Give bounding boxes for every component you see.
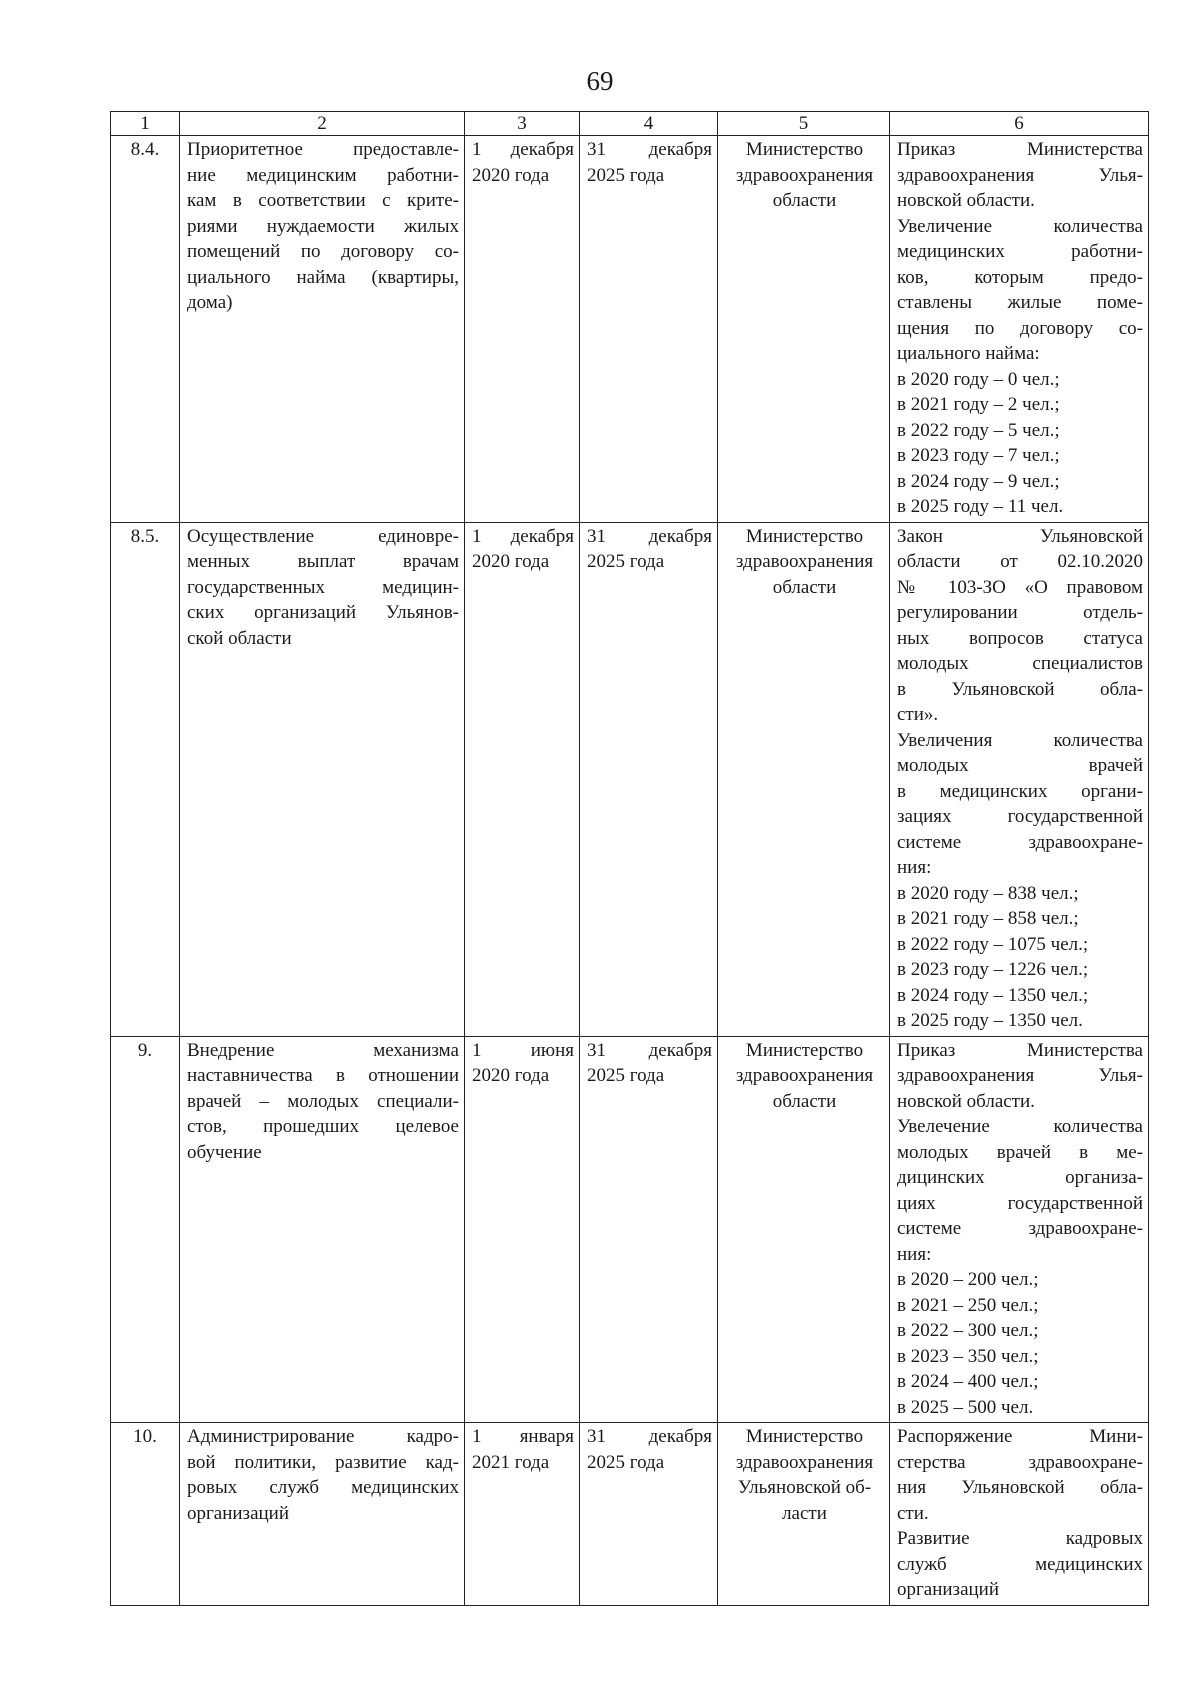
end-line: 31 декабря (587, 139, 712, 160)
result-line: зациях государственной (897, 806, 1143, 827)
result-line: Увеличение количества (897, 215, 1143, 237)
table-row (111, 1423, 1149, 1606)
result-line: в медицинских органи- (897, 780, 1143, 802)
event-name (180, 1036, 465, 1423)
header-row (111, 112, 1149, 136)
row-number-text: 8.5. (130, 525, 160, 547)
executor-line: Министерство (745, 525, 864, 547)
result-line: системе здравоохране- (897, 831, 1143, 853)
result-line: ния: (897, 857, 932, 878)
result-line: в 2021 – 250 чел.; (897, 1294, 1039, 1316)
executor-line: Министерство (745, 1039, 864, 1061)
table-row (111, 522, 1149, 1036)
result-line: в 2025 – 500 чел. (897, 1396, 1034, 1418)
event-line: риями нуждаемости жилых (187, 215, 459, 237)
start-line: 2020 года (472, 1065, 550, 1086)
row-number-text: 10. (133, 1426, 157, 1447)
result-line: в 2023 году – 7 чел.; (897, 445, 1060, 466)
table-body (111, 136, 1149, 1606)
event-line: врачей – молодых специали- (187, 1090, 459, 1112)
event-line: ской области (187, 627, 292, 649)
result-line: в 2024 – 400 чел.; (897, 1371, 1039, 1392)
result-line: циального найма: (897, 343, 1040, 364)
event-line: Приоритетное предоставле- (187, 139, 459, 160)
result-line: в 2025 году – 11 чел. (897, 496, 1064, 517)
event-line: дома) (187, 292, 233, 313)
result-line: ных вопросов статуса (897, 627, 1143, 649)
row-number (111, 1036, 180, 1423)
executor-line: области (772, 1090, 837, 1112)
result-line: в 2022 – 300 чел.; (897, 1320, 1039, 1341)
result-line: новской области. (897, 190, 1035, 211)
end-line: 31 декабря (587, 525, 712, 547)
result-line: служб медицинских (897, 1553, 1143, 1575)
row-number-text: 9. (137, 1039, 153, 1061)
header-col-6: 6 (890, 112, 1149, 136)
start-line: 1 июня (472, 1039, 574, 1061)
executor (718, 522, 890, 1036)
event-line: Осуществление единовре- (187, 525, 459, 547)
event-line: наставничества в отношении (187, 1065, 459, 1086)
event-name (180, 136, 465, 523)
result-line: системе здравоохране- (897, 1218, 1143, 1239)
result-line: в 2022 году – 5 чел.; (897, 419, 1060, 441)
result-line: молодых врачей в ме- (897, 1141, 1143, 1163)
result-line: области от 02.10.2020 (897, 551, 1143, 572)
end-line: 2025 года (587, 551, 665, 572)
start-date (465, 136, 580, 523)
expected-result (890, 136, 1149, 523)
table-row (111, 136, 1149, 523)
result-line: организаций (897, 1579, 1000, 1600)
executor-line: области (772, 190, 837, 211)
start-line: 1 декабря (472, 139, 574, 160)
result-line: Приказ Министерства (897, 1039, 1143, 1061)
result-line: в 2024 году – 1350 чел.; (897, 984, 1089, 1006)
result-line: в 2020 году – 838 чел.; (897, 882, 1079, 904)
event-line: циального найма (квартиры, (187, 266, 459, 288)
executor-line: Министерство (745, 1426, 864, 1447)
event-line: помещений по договору со- (187, 241, 459, 262)
row-number (111, 522, 180, 1036)
result-line: циях государственной (897, 1192, 1143, 1214)
result-line: дицинских организа- (897, 1167, 1143, 1188)
executor-line: ласти (782, 1502, 827, 1524)
executor-line: Ульяновской об- (737, 1477, 872, 1498)
start-date (465, 522, 580, 1036)
end-line: 2025 года (587, 1451, 665, 1473)
header-col-4: 4 (580, 112, 718, 136)
executor-line: области (772, 576, 837, 598)
event-name (180, 522, 465, 1036)
event-line: менных выплат врачам (187, 551, 459, 572)
executor (718, 1036, 890, 1423)
end-date (580, 136, 718, 523)
result-line: в 2025 году – 1350 чел. (897, 1010, 1083, 1031)
result-line: молодых врачей (897, 755, 1143, 776)
result-line: ния Ульяновской обла- (897, 1477, 1143, 1498)
result-line: новской области. (897, 1090, 1035, 1112)
expected-result (890, 1423, 1149, 1606)
event-line: организаций (187, 1502, 290, 1524)
row-number (111, 1423, 180, 1606)
end-line: 2025 года (587, 1065, 665, 1086)
measures-table (110, 111, 1149, 1606)
result-line: медицинских работни- (897, 241, 1143, 262)
result-line: Распоряжение Мини- (897, 1426, 1143, 1447)
expected-result (890, 522, 1149, 1036)
result-line: в 2020 году – 0 чел.; (897, 368, 1060, 390)
end-line: 31 декабря (587, 1426, 712, 1447)
result-line: регулировании отдель- (897, 602, 1143, 623)
table-row (111, 1036, 1149, 1423)
event-line: вой политики, развитие кад- (187, 1451, 459, 1473)
result-line: в 2024 году – 9 чел.; (897, 470, 1060, 492)
result-line: в 2023 году – 1226 чел.; (897, 959, 1089, 980)
end-date (580, 522, 718, 1036)
row-number (111, 136, 180, 523)
event-line: ских организаций Ульянов- (187, 602, 459, 623)
event-line: ние медицинским работни- (187, 164, 459, 186)
result-line: Закон Ульяновской (897, 525, 1143, 547)
event-line: кам в соответствии с крите- (187, 190, 459, 211)
result-line: щения по договору со- (897, 317, 1143, 339)
start-date (465, 1036, 580, 1423)
event-line: обучение (187, 1141, 262, 1163)
header-col-2: 2 (180, 112, 465, 136)
result-line: в 2022 году – 1075 чел.; (897, 933, 1089, 955)
start-line: 1 января (472, 1426, 574, 1447)
row-number-text: 8.4. (130, 139, 160, 160)
result-line: стерства здравоохране- (897, 1451, 1143, 1473)
end-date (580, 1036, 718, 1423)
result-line: Приказ Министерства (897, 139, 1143, 160)
event-line: государственных медицин- (187, 576, 459, 598)
event-name (180, 1423, 465, 1606)
start-line: 2021 года (472, 1451, 550, 1473)
result-line: в 2021 году – 858 чел.; (897, 908, 1079, 929)
result-line: ставлены жилые поме- (897, 292, 1143, 313)
result-line: в Ульяновской обла- (897, 678, 1143, 700)
result-line: молодых специалистов (897, 653, 1143, 674)
header-col-3: 3 (465, 112, 580, 136)
result-line: здравоохранения Улья- (897, 164, 1143, 186)
executor-line: здравоохранения (735, 1451, 874, 1473)
result-line: в 2020 – 200 чел.; (897, 1269, 1039, 1290)
executor-line: здравоохранения (735, 551, 874, 572)
header-col-1: 1 (111, 112, 180, 136)
result-line: ния: (897, 1243, 932, 1265)
start-line: 1 декабря (472, 525, 574, 547)
result-line: сти. (897, 1502, 929, 1524)
result-line: здравоохранения Улья- (897, 1065, 1143, 1086)
result-line: ков, которым предо- (897, 266, 1143, 288)
event-line: ровых служб медицинских (187, 1477, 459, 1498)
result-line: в 2021 году – 2 чел.; (897, 394, 1060, 415)
result-line: Увелечение количества (897, 1116, 1143, 1137)
start-date (465, 1423, 580, 1606)
executor-line: здравоохранения (735, 164, 874, 186)
end-line: 2025 года (587, 164, 665, 186)
event-line: стов, прошедших целевое (187, 1116, 459, 1137)
start-line: 2020 года (472, 164, 550, 186)
page-number: 69 (586, 66, 614, 96)
result-line: № 103-ЗО «О правовом (897, 576, 1143, 598)
result-line: Развитие кадровых (897, 1528, 1143, 1549)
event-line: Внедрение механизма (187, 1039, 459, 1061)
expected-result (890, 1036, 1149, 1423)
header-col-5: 5 (718, 112, 890, 136)
end-line: 31 декабря (587, 1039, 712, 1061)
executor (718, 1423, 890, 1606)
start-line: 2020 года (472, 551, 550, 572)
result-line: Увеличения количества (897, 729, 1143, 751)
result-line: сти». (897, 704, 939, 725)
event-line: Администрирование кадро- (187, 1426, 459, 1447)
end-date (580, 1423, 718, 1606)
executor-line: здравоохранения (735, 1065, 874, 1086)
result-line: в 2023 – 350 чел.; (897, 1345, 1039, 1367)
executor (718, 136, 890, 523)
executor-line: Министерство (745, 139, 864, 160)
